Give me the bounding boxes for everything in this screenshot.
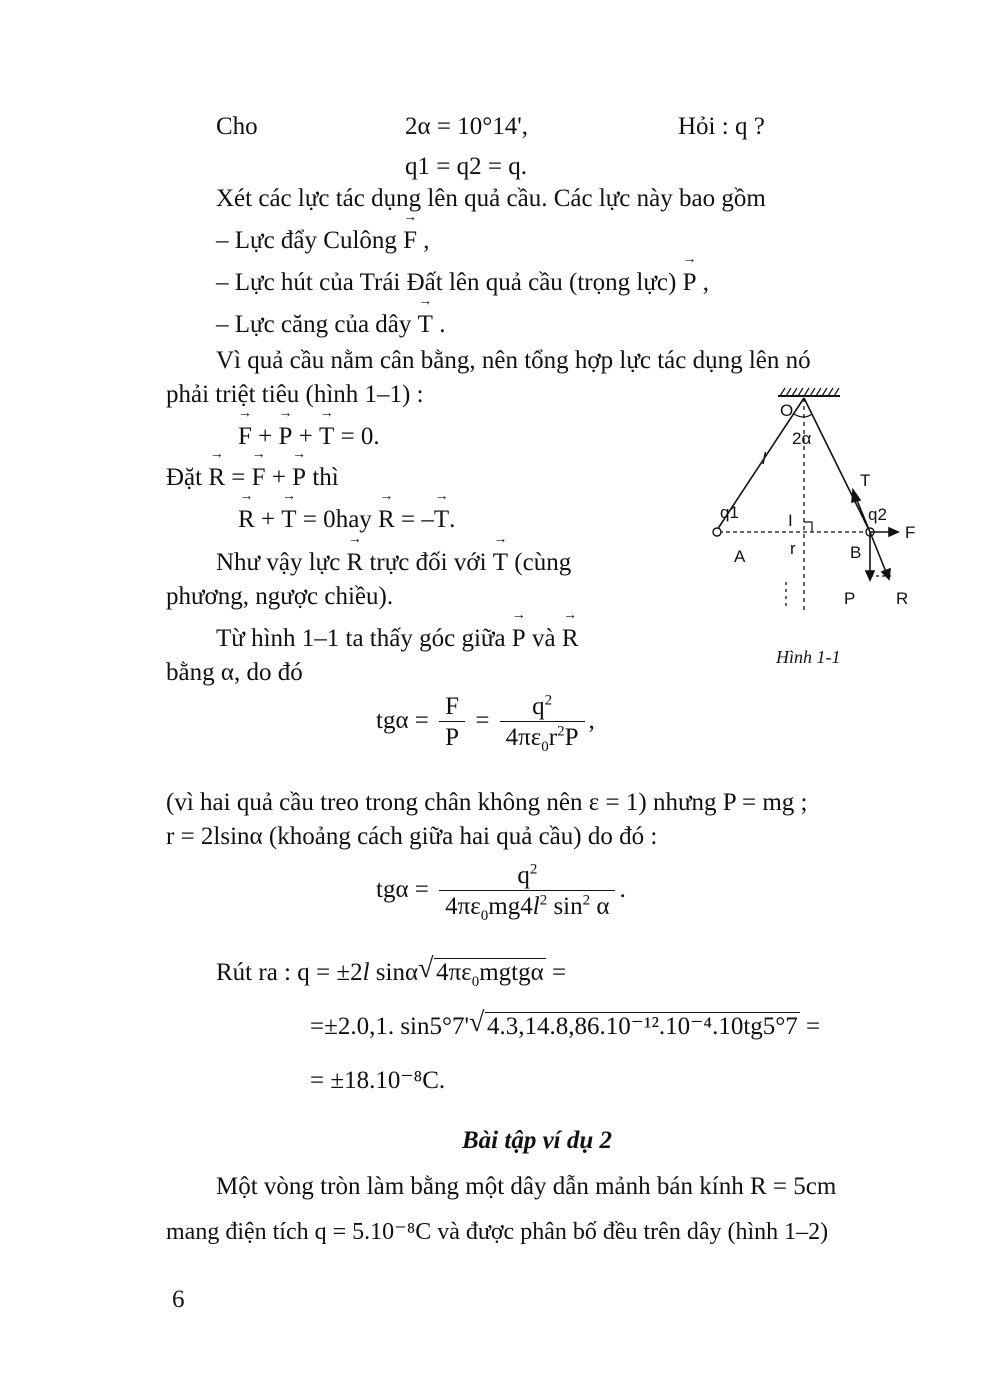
- example-2-line-2: mang điện tích q = 5.10⁻⁸C và được phân bố đều trên dây (hình 1–2): [166, 1219, 829, 1245]
- label-l: l: [762, 449, 766, 468]
- given-question: Hỏi : q ?: [678, 113, 765, 140]
- heading-example-2: Bài tập ví dụ 2: [462, 1127, 613, 1154]
- paragraph-equilibrium-cont: phải triệt tiêu (hình 1–1) :: [166, 381, 424, 408]
- paragraph-opposite-cont: phương, ngược chiều).: [166, 583, 394, 610]
- right-angle-mark: [804, 522, 812, 532]
- equation-solve-q: Rút ra : q = ±2l sinα√ $4\pi\varepsilon_0mgtg\alpha$ =: [216, 958, 566, 988]
- label-f: F: [905, 523, 916, 542]
- label-two-alpha: 2α: [792, 429, 812, 448]
- paragraph-angle-cont: bằng α, do đó: [166, 659, 303, 686]
- paragraph-opposite: Như vậy lực → R trực đối với → T (cùng: [216, 548, 571, 578]
- figure-1-1: [700, 382, 940, 622]
- definition-r: Đặt → R = → F + → P thì: [166, 463, 339, 493]
- equation-tan-alpha: tgα = $\frac{F}{P}$ = $\frac{q^2}{4\pi\varepsilon_0r^2P}$ ,: [376, 692, 595, 755]
- equation-r-t: → R + → T = 0hay → R = –→ T.: [238, 505, 455, 535]
- label-o: O: [780, 401, 794, 420]
- label-a: A: [734, 547, 746, 566]
- paragraph-vacuum: (vì hai quả cầu treo trong chân không nên ε = 1) nhưng P = mg ;: [166, 789, 808, 816]
- label-q2: q2: [868, 505, 887, 524]
- given-cho: Cho: [216, 113, 258, 140]
- item-tension: – Lực căng của dây → T .: [216, 310, 445, 340]
- label-i: I: [788, 511, 793, 530]
- label-p: P: [844, 589, 856, 608]
- paragraph-distance: r = 2lsinα (khoảng cách giữa hai quả cầu) do đó :: [166, 823, 658, 850]
- paragraph-angle: Từ hình 1–1 ta thấy góc giữa → P và → R: [216, 624, 579, 654]
- equation-tan-alpha-2: tgα = $\frac{q^2}{4\pi\varepsilon_0mg4l^2 \sin^2 \alpha}$ .: [376, 861, 626, 924]
- page-number: 6: [172, 1286, 185, 1313]
- equation-result: = ±18.10⁻⁸C.: [310, 1067, 446, 1094]
- equation-sum-forces: → F + → P + → T = 0.: [238, 422, 380, 452]
- equation-numeric: =±2.0,1. sin5°7'√ 4.3,14.8,86.10⁻¹².10⁻⁴.10tg5°7 =: [310, 1012, 820, 1042]
- paragraph-forces: Xét các lực tác dụng lên quả cầu. Các lực này bao gồm: [216, 185, 766, 212]
- force-arrows: [852, 490, 898, 580]
- label-q1: q1: [720, 503, 739, 522]
- label-r-small: r: [790, 539, 796, 558]
- example-2-line-1: Một vòng tròn làm bằng một dây dẫn mảnh bán kính R = 5cm: [216, 1173, 837, 1200]
- sphere-left: [713, 528, 721, 536]
- ceiling-hatch: [780, 388, 839, 396]
- figure-caption: Hình 1-1: [776, 647, 841, 667]
- paragraph-equilibrium: Vì quả cầu nằm cân bằng, nên tổng hợp lực tác dụng lên nó: [216, 347, 811, 374]
- angle-arc: [794, 414, 812, 417]
- label-r: R: [896, 589, 909, 608]
- label-t: T: [860, 471, 871, 490]
- item-gravity: – Lực hút của Trái Đất lên quả cầu (trọng lực) → P ,: [216, 268, 709, 298]
- item-coulomb-force: – Lực đẩy Culông → F ,: [216, 226, 430, 256]
- label-b: B: [850, 543, 862, 562]
- given-angle: 2α = 10°14',: [405, 113, 528, 140]
- given-charges: q1 = q2 = q.: [405, 153, 527, 180]
- thread-right: [804, 398, 870, 532]
